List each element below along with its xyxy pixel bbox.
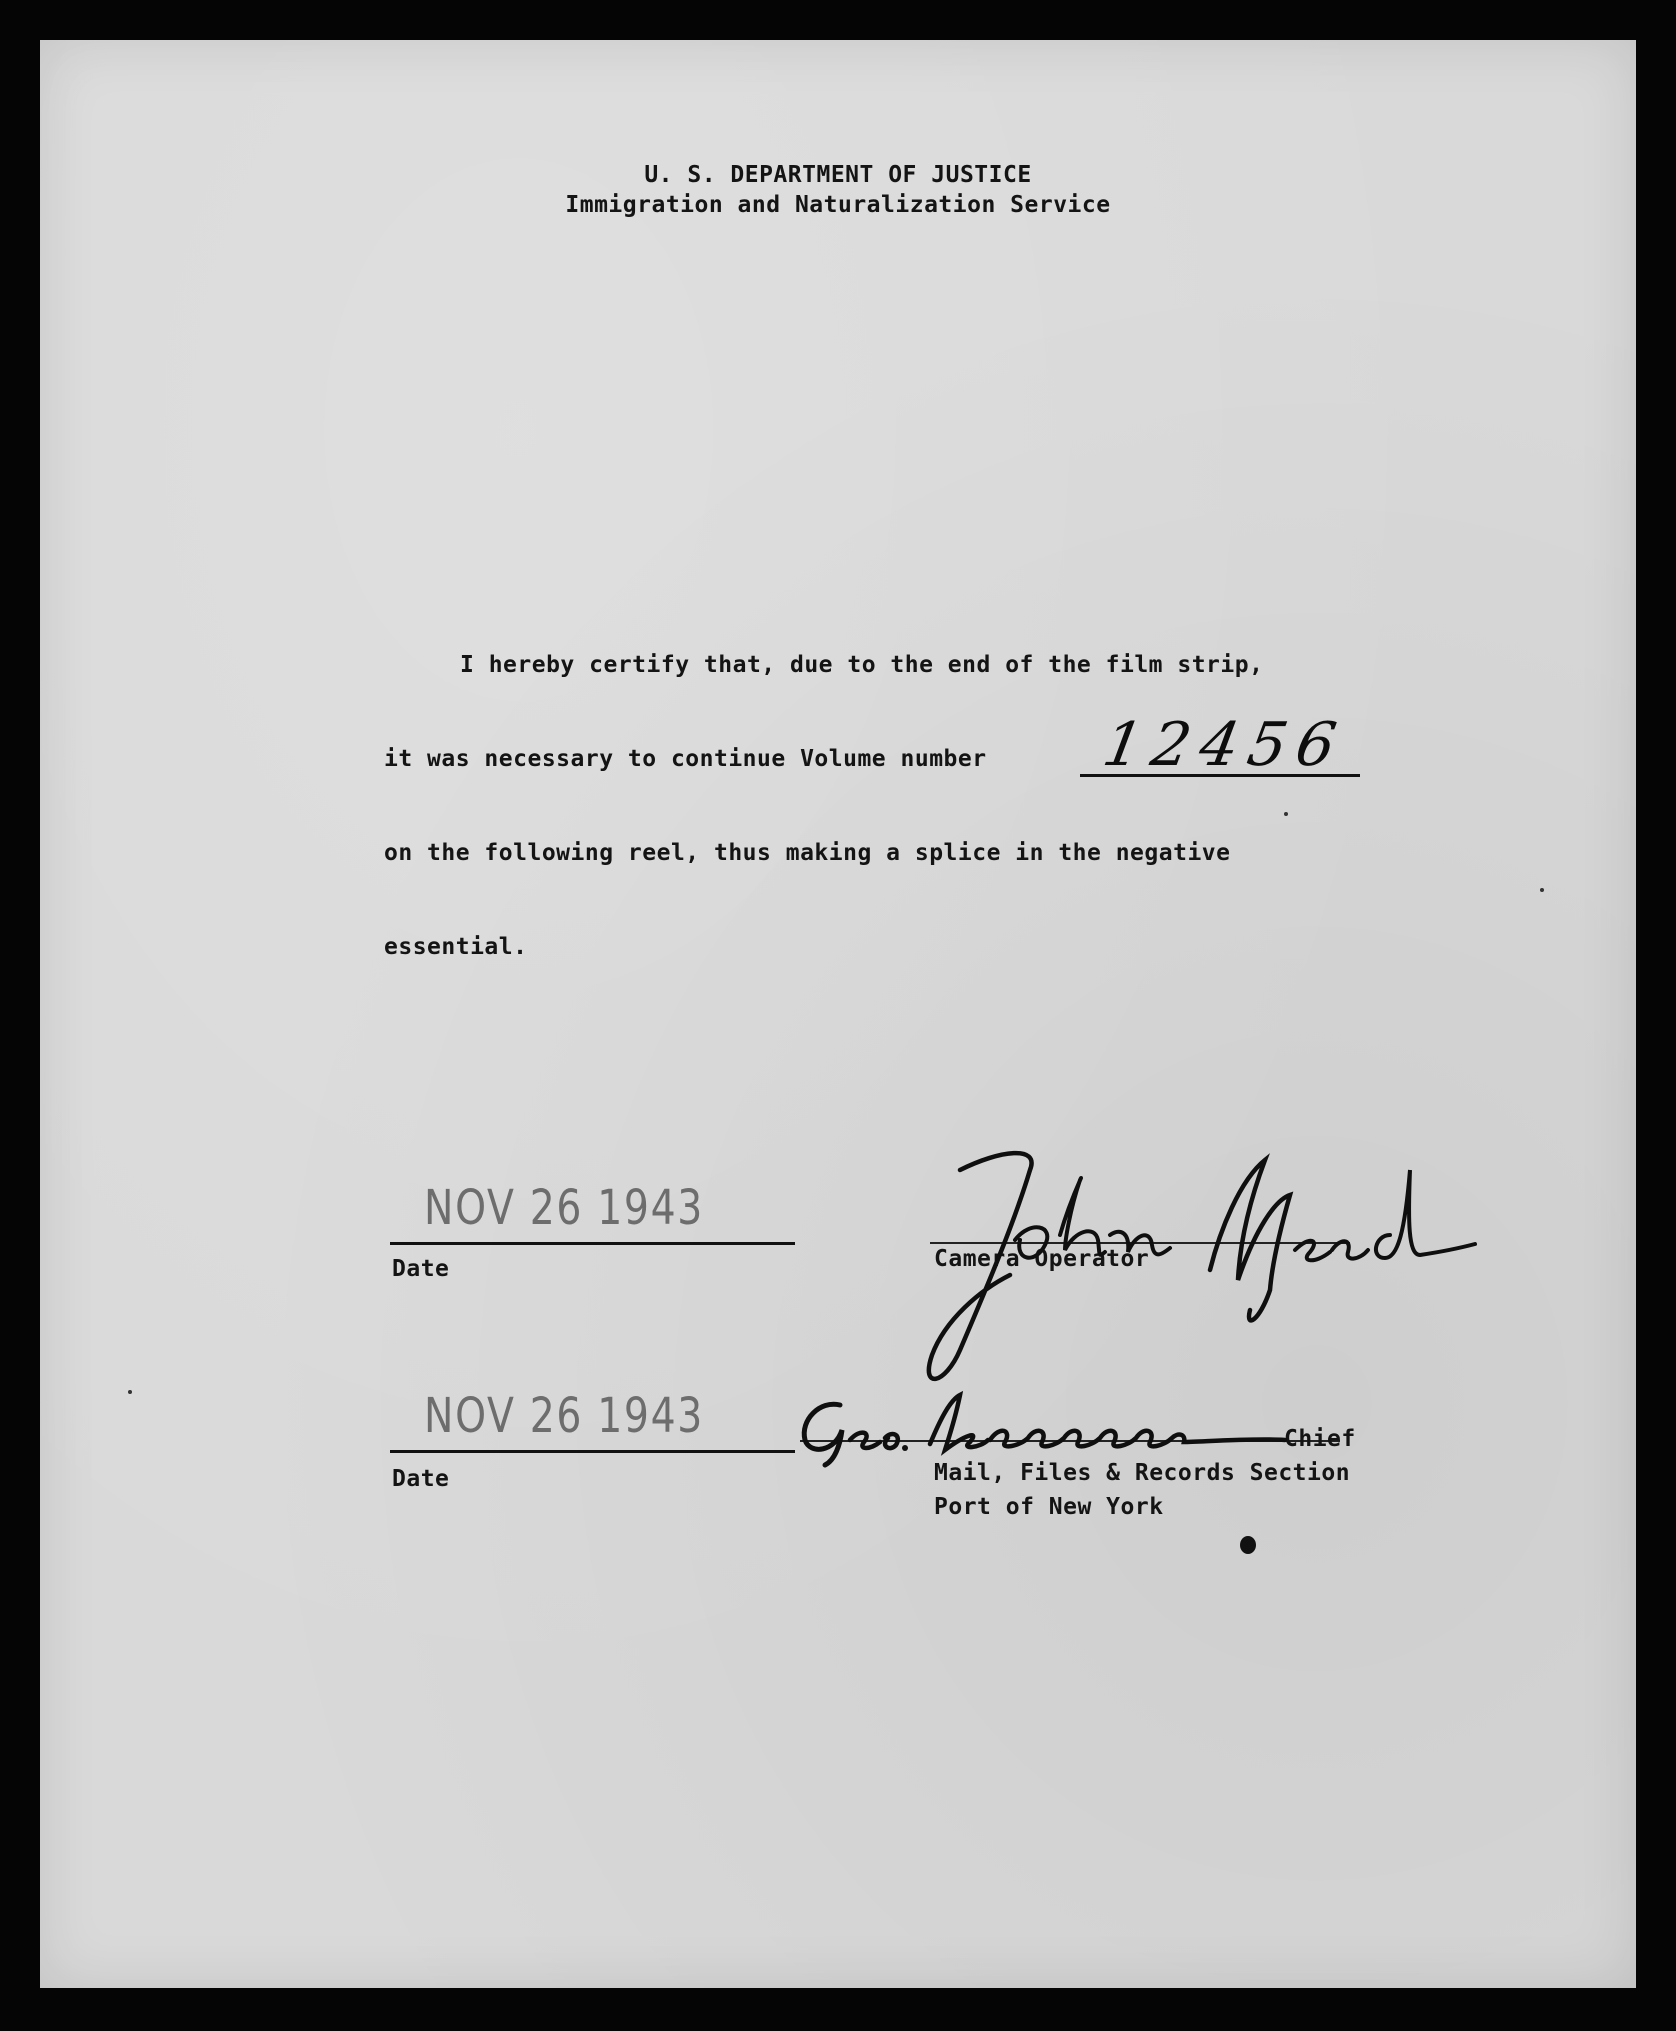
certificate-line-4: essential. [384,934,528,960]
date-stamp-chief: NOV 26 1943 [424,1388,704,1444]
volume-number-handwritten: 12456 [1097,710,1352,780]
document-sheet [40,40,1636,1988]
date-stamp-camera-operator: NOV 26 1943 [424,1180,704,1236]
date-label-chief: Date [392,1466,450,1492]
ink-dot [1240,1536,1256,1554]
chief-port-title: Port of New York [934,1494,1164,1520]
chief-section-title: Mail, Files & Records Section [934,1460,1351,1486]
speck-mark [1284,812,1288,816]
certificate-line-3: on the following reel, thus making a splice in the negative [384,840,1231,866]
document-header [40,160,1636,220]
camera-operator-signature [920,1140,1480,1400]
speck-mark [1540,888,1544,892]
speck-mark [128,1390,132,1394]
service-title: Immigration and Naturalization Service [565,192,1111,218]
department-title: U. S. DEPARTMENT OF JUSTICE [644,162,1032,188]
chief-signature [780,1380,1300,1470]
chief-title: Chief [1284,1426,1356,1452]
certificate-line-1: I hereby certify that, due to the end of the film strip, [460,652,1264,678]
volume-number-field [1080,710,1360,780]
date-line-camera-operator [390,1242,795,1245]
date-label-camera-operator: Date [392,1256,450,1282]
camera-operator-title: Camera Operator [934,1246,1150,1272]
certificate-line-2: it was necessary to continue Volume number [384,746,987,772]
date-line-chief [390,1450,795,1453]
